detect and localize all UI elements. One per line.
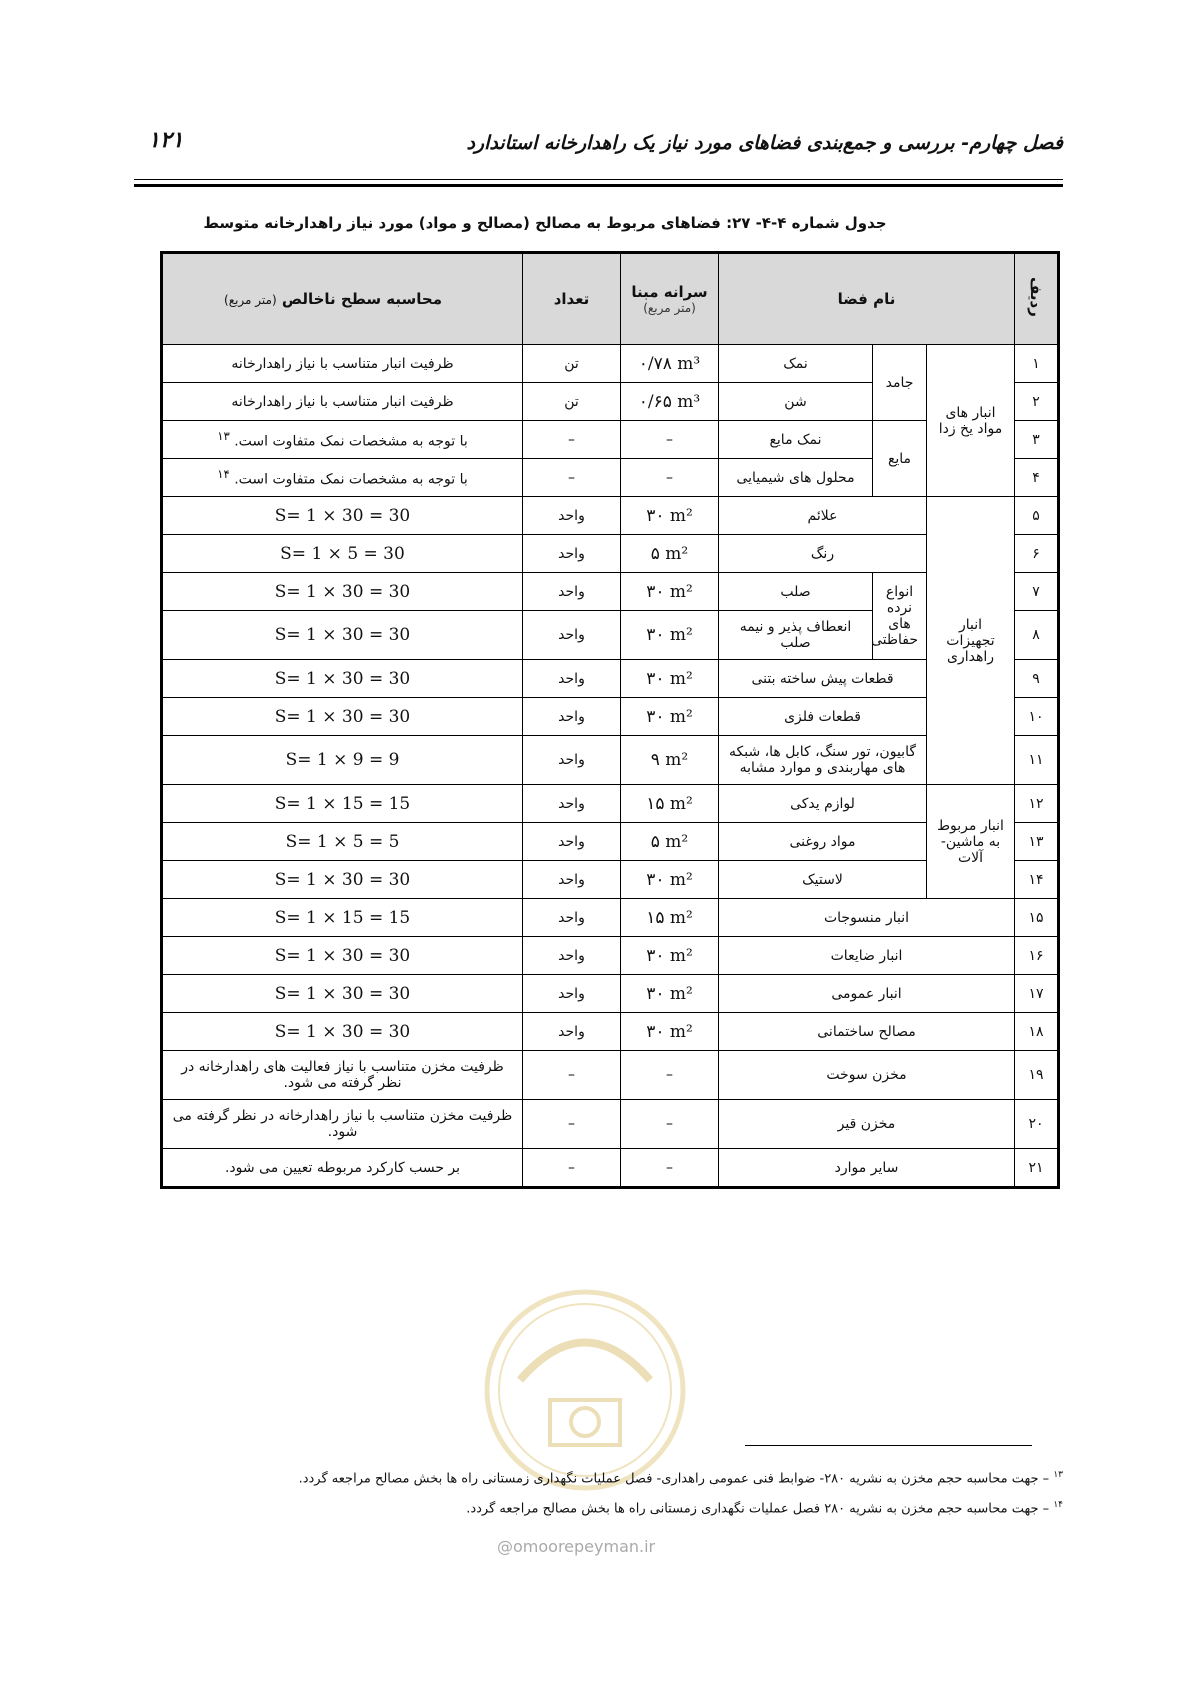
group-machinery: انبار مربوط به ماشین- آلات	[927, 785, 1015, 899]
table-row: ۱۳ مواد روغنی ۵ m² واحد S= 1 × 5 = 5	[162, 823, 1059, 861]
table-row: ۳ مایع نمک مایع – – با توجه به مشخصات نمک متفاوت است. $^{۱۳}$	[162, 421, 1059, 459]
header-radif: ردیف	[1015, 253, 1059, 345]
group-liquid: مایع	[873, 421, 927, 497]
header-rule-thin	[134, 179, 1063, 180]
table-row: ۲۱ سایر موارد – – بر حسب کارکرد مربوطه تعیین می شود.	[162, 1149, 1059, 1188]
footnote-13: $^{۱۳}$ – جهت محاسبه حجم مخزن به نشریه ۲۸۰- ضوابط فنی عمومی راهداری- فصل عملیات نگهداری زمستانی راه ها بخش مصالح مراجعه گردد.	[298, 1470, 1063, 1487]
group-deicing: انبار های مواد یخ زدا	[927, 345, 1015, 497]
spaces-table	[160, 251, 1060, 1189]
table-row: ۱۰ قطعات فلزی ۳۰ m² واحد S= 1 × 30 = 30	[162, 698, 1059, 736]
table-row: ۱۲ انبار مربوط به ماشین- آلات لوازم یدکی ۱۵ m² واحد S= 1 × 15 = 15	[162, 785, 1059, 823]
table-row: ۱۸ مصالح ساختمانی ۳۰ m² واحد S= 1 × 30 = 30	[162, 1013, 1059, 1051]
group-equipment: انبار تجهیزات راهداری	[927, 497, 1015, 785]
table-row: ۹ قطعات پیش ساخته بتنی ۳۰ m² واحد S= 1 × 30 = 30	[162, 660, 1059, 698]
table-row: ۱۷ انبار عمومی ۳۰ m² واحد S= 1 × 30 = 30	[162, 975, 1059, 1013]
table-row: ۵ انبار تجهیزات راهداری علائم ۳۰ m² واحد S= 1 × 30 = 30	[162, 497, 1059, 535]
table-row: ۴ محلول های شیمیایی – – با توجه به مشخصات نمک متفاوت است. $^{۱۴}$	[162, 459, 1059, 497]
header-rule-thick	[134, 184, 1063, 187]
table-row: ۶ رنگ ۵ m² واحد S= 1 × 5 = 30	[162, 535, 1059, 573]
footnote-separator	[745, 1445, 1032, 1446]
header-calc: محاسبه سطح ناخالص (متر مربع)	[162, 253, 523, 345]
table-caption: جدول شماره ۴-۴- ۲۷: فضاهای مربوط به مصالح (مصالح و مواد) مورد نیاز راهدارخانه متوسط	[203, 214, 887, 232]
table-header-row	[162, 253, 1059, 345]
watermark-site: @omoorepeyman.ir	[497, 1537, 656, 1556]
group-solid: جامد	[873, 345, 927, 421]
table-row: ۱۶ انبار ضایعات ۳۰ m² واحد S= 1 × 30 = 30	[162, 937, 1059, 975]
page-number: ۱۲۱	[148, 128, 184, 153]
header-per-capita: سرانه مبنا (متر مربع)	[621, 253, 719, 345]
header-name: نام فضا	[719, 253, 1015, 345]
header-count: تعداد	[523, 253, 621, 345]
table-row: ۲۰ مخزن قیر – – ظرفیت مخزن متناسب با نیاز راهدارخانه در نظر گرفته می شود.	[162, 1100, 1059, 1149]
table-row: ۱ انبار های مواد یخ زدا جامد نمک ۰/۷۸ m³ تن ظرفیت انبار متناسب با نیاز راهدارخانه	[162, 345, 1059, 383]
table-row: ۸ انعطاف پذیر و نیمه صلب ۳۰ m² واحد S= 1 × 30 = 30	[162, 611, 1059, 660]
table-row: ۱۹ مخزن سوخت – – ظرفیت مخزن متناسب با نیاز فعالیت های راهدارخانه در نظر گرفته می شود.	[162, 1051, 1059, 1100]
table-row: ۲ شن ۰/۶۵ m³ تن ظرفیت انبار متناسب با نیاز راهدارخانه	[162, 383, 1059, 421]
table-row: ۱۴ لاستیک ۳۰ m² واحد S= 1 × 30 = 30	[162, 861, 1059, 899]
table-row: ۱۵ انبار منسوجات ۱۵ m² واحد S= 1 × 15 = 15	[162, 899, 1059, 937]
watermark-logo-icon	[480, 1285, 690, 1495]
footnote-14: $^{۱۴}$ – جهت محاسبه حجم مخزن به نشریه ۲۸۰ فصل عملیات نگهداری زمستانی راه ها بخش مصالح مراجعه گردد.	[466, 1500, 1063, 1517]
page-header-title: فصل چهارم- بررسی و جمع‌بندی فضاهای مورد نیاز یک راهدارخانه استاندارد	[466, 132, 1063, 154]
table-row: ۷ انواع نرده های حفاظتی صلب ۳۰ m² واحد S= 1 × 30 = 30	[162, 573, 1059, 611]
group-guardrails: انواع نرده های حفاظتی	[873, 573, 927, 660]
table-row: ۱۱ گابیون، تور سنگ، کابل ها، شبکه های مهاربندی و موارد مشابه ۹ m² واحد S= 1 × 9 = 9	[162, 736, 1059, 785]
